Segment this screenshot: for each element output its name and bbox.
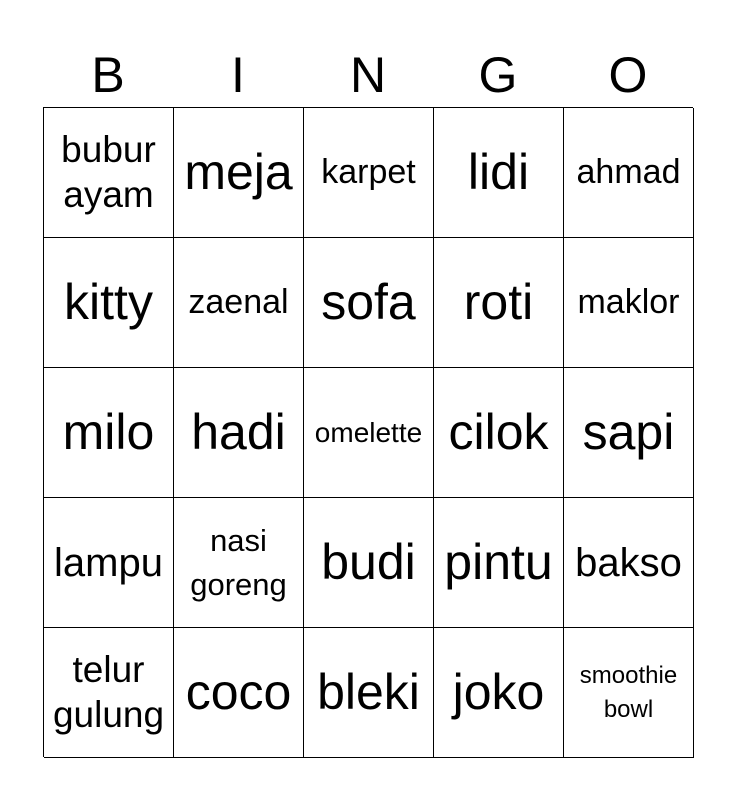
bingo-cell[interactable]: bleki — [304, 628, 434, 758]
header-letter-g: G — [478, 47, 518, 103]
header-letter-o: O — [608, 47, 648, 103]
header-letter-i: I — [231, 47, 245, 103]
bingo-cell[interactable]: pintu — [434, 498, 564, 628]
header-letter-n: N — [349, 47, 387, 103]
bingo-cell[interactable]: bubur ayam — [44, 108, 174, 238]
bingo-cell[interactable]: budi — [304, 498, 434, 628]
bingo-cell[interactable]: joko — [434, 628, 564, 758]
header-letter-b: B — [91, 47, 125, 103]
bingo-cell[interactable]: sapi — [564, 368, 694, 498]
bingo-cell[interactable]: meja — [174, 108, 304, 238]
bingo-board — [43, 107, 693, 757]
bingo-cell[interactable]: hadi — [174, 368, 304, 498]
bingo-cell[interactable]: zaenal — [174, 238, 304, 368]
bingo-cell[interactable]: ahmad — [564, 108, 694, 238]
bingo-cell[interactable]: roti — [434, 238, 564, 368]
bingo-cell[interactable]: sofa — [304, 238, 434, 368]
bingo-header — [43, 44, 693, 106]
bingo-cell[interactable]: maklor — [564, 238, 694, 368]
bingo-cell[interactable]: lidi — [434, 108, 564, 238]
bingo-cell[interactable]: nasi goreng — [174, 498, 304, 628]
bingo-cell[interactable]: omelette — [304, 368, 434, 498]
bingo-cell[interactable]: bakso — [564, 498, 694, 628]
bingo-cell[interactable]: telur gulung — [44, 628, 174, 758]
bingo-cell[interactable]: karpet — [304, 108, 434, 238]
bingo-cell[interactable]: kitty — [44, 238, 174, 368]
bingo-cell[interactable]: milo — [44, 368, 174, 498]
bingo-cell[interactable]: coco — [174, 628, 304, 758]
bingo-cell[interactable]: smoothie bowl — [564, 628, 694, 758]
bingo-cell[interactable]: lampu — [44, 498, 174, 628]
bingo-cell[interactable]: cilok — [434, 368, 564, 498]
